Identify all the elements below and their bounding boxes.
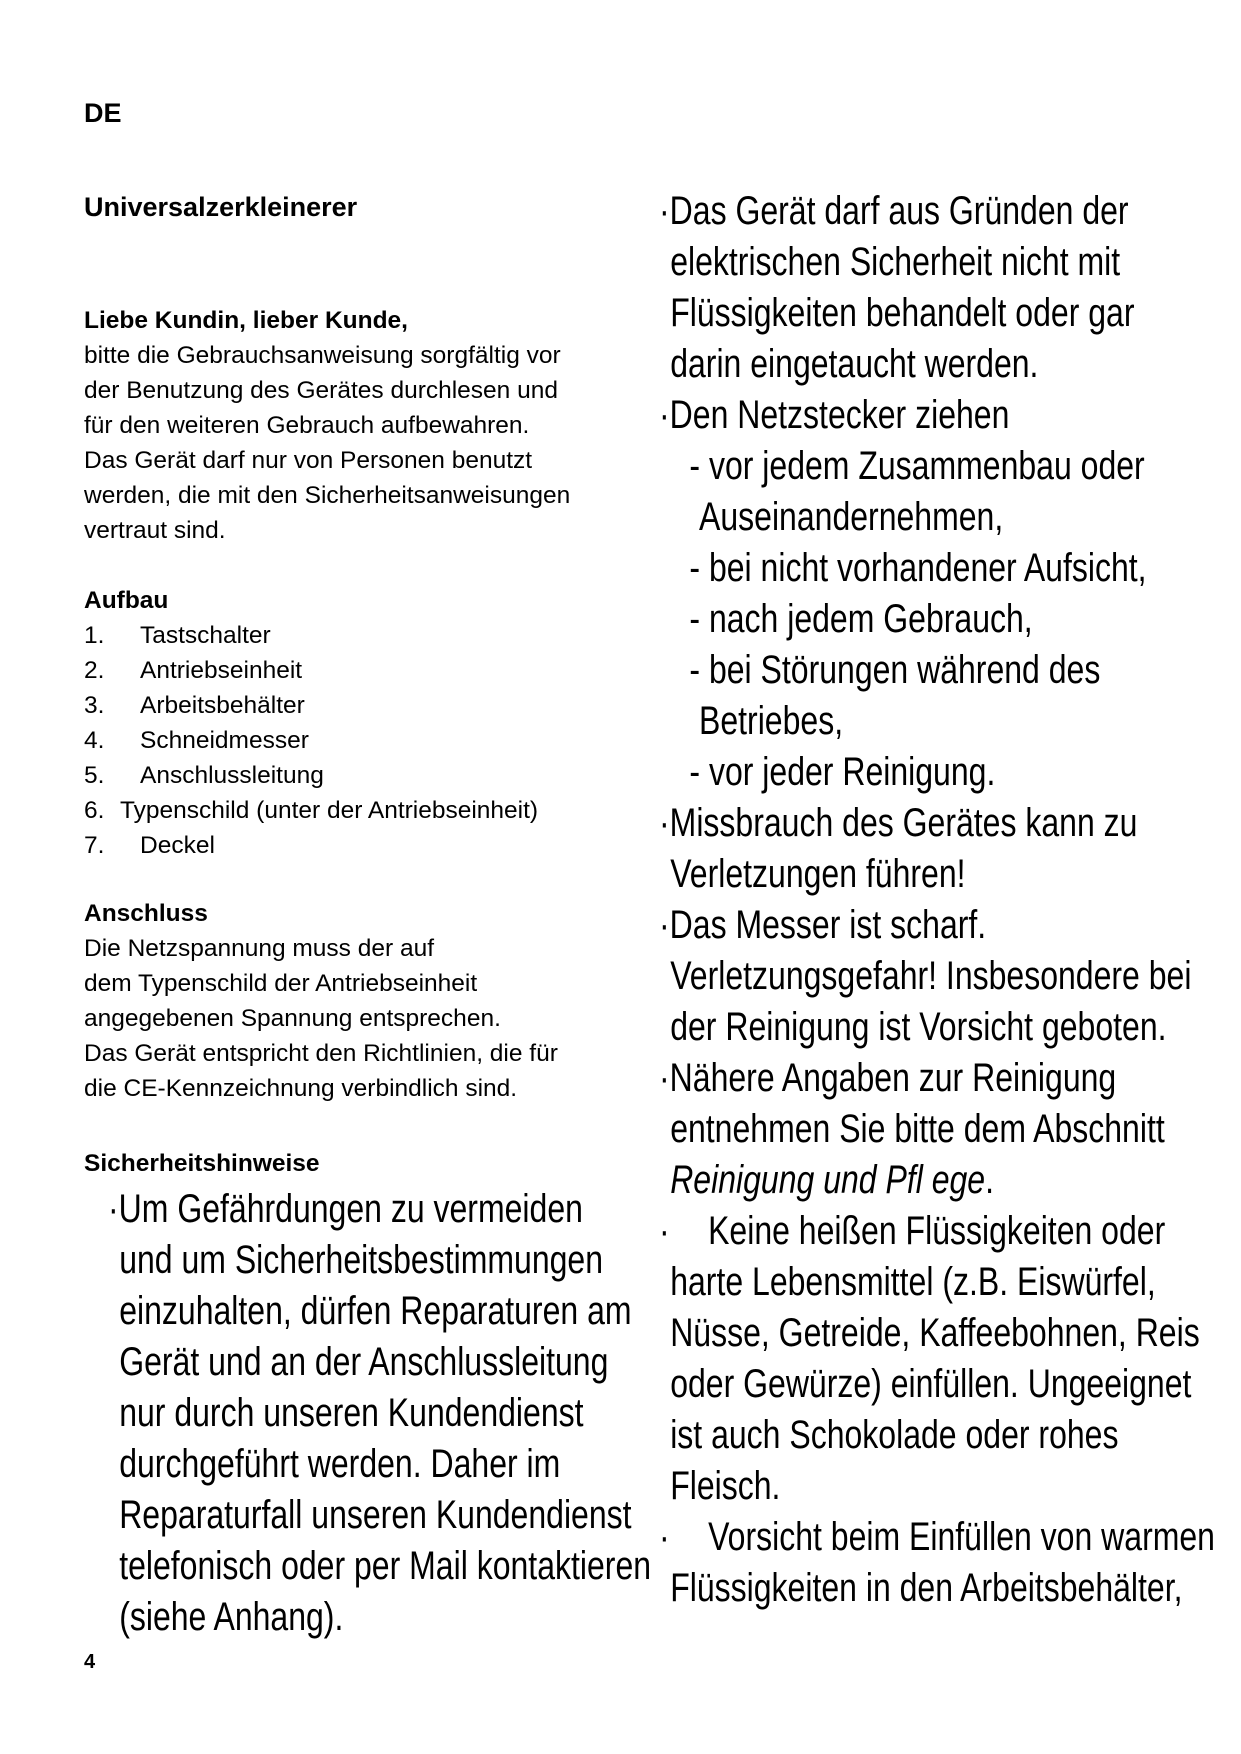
language-label: DE xyxy=(84,98,122,128)
safety-line: Verletzungen führen! xyxy=(670,852,966,896)
bullet-icon: · xyxy=(659,1209,670,1253)
intro-section xyxy=(84,303,644,548)
safety-line: durchgeführt werden. Daher im xyxy=(119,1442,561,1486)
list-number: 2. xyxy=(84,657,105,684)
safety-line: - bei nicht vorhandener Aufsicht, xyxy=(689,546,1147,590)
safety-line: Gerät und an der Anschlussleitung xyxy=(119,1340,609,1384)
list-label: Tastschalter xyxy=(140,622,271,649)
safety-text: Vorsicht beim Einfüllen von warmen xyxy=(708,1515,1215,1559)
list-number: 3. xyxy=(84,692,105,719)
safety-line: Verletzungsgefahr! Insbesondere bei xyxy=(670,954,1192,998)
list-item xyxy=(84,618,684,653)
list-label: Arbeitsbehälter xyxy=(140,692,305,719)
safety-left-column xyxy=(108,1184,651,1643)
anschluss-section xyxy=(84,896,684,1106)
parts-list xyxy=(84,618,684,863)
safety-line: entnehmen Sie bitte dem Abschnitt xyxy=(670,1107,1165,1151)
safety-line: Fleisch. xyxy=(670,1464,781,1508)
intro-line: bitte die Gebrauchsanweisung sorgfältig vor xyxy=(84,342,561,369)
sicherheit-heading: Sicherheitshinweise xyxy=(84,1150,320,1177)
document-title: Universalzerkleinerer xyxy=(84,192,358,222)
safety-line: ·Missbrauch des Gerätes kann zu xyxy=(659,801,1138,845)
anschluss-line: dem Typenschild der Antriebseinheit xyxy=(84,970,478,997)
safety-line: - vor jeder Reinigung. xyxy=(689,750,996,794)
safety-line: ·Das Messer ist scharf. xyxy=(659,903,987,947)
safety-line xyxy=(659,1512,1215,1563)
safety-line: nur durch unseren Kundendienst xyxy=(119,1391,584,1435)
list-label: Deckel xyxy=(140,832,215,859)
safety-line: ·Um Gefährdungen zu vermeiden xyxy=(108,1187,583,1231)
intro-line: vertraut sind. xyxy=(84,517,226,544)
period: . xyxy=(985,1158,995,1202)
list-item xyxy=(84,793,684,828)
italic-section-ref: Reinigung und Pfl ege xyxy=(670,1158,986,1202)
list-item xyxy=(84,828,684,863)
safety-line xyxy=(659,1155,1215,1206)
safety-line: - nach jedem Gebrauch, xyxy=(689,597,1033,641)
list-number: 7. xyxy=(84,832,105,859)
safety-line: - bei Störungen während des xyxy=(689,648,1101,692)
list-item xyxy=(84,653,684,688)
intro-line: der Benutzung des Gerätes durchlesen und xyxy=(84,377,558,404)
list-number: 1. xyxy=(84,622,105,649)
list-label: Anschlussleitung xyxy=(140,762,324,789)
safety-line: elektrischen Sicherheit nicht mit xyxy=(670,240,1121,284)
page-number: 4 xyxy=(84,1651,96,1673)
anschluss-line: Das Gerät entspricht den Richtlinien, die für xyxy=(84,1040,558,1067)
safety-right-column xyxy=(659,186,1215,1614)
intro-line: werden, die mit den Sicherheitsanweisungen xyxy=(84,482,571,509)
safety-line: und um Sicherheitsbestimmungen xyxy=(119,1238,604,1282)
safety-line: ist auch Schokolade oder rohes xyxy=(670,1413,1119,1457)
safety-line: Reparaturfall unseren Kundendienst xyxy=(119,1493,632,1537)
anschluss-heading: Anschluss xyxy=(84,900,208,927)
list-number: 5. xyxy=(84,762,105,789)
safety-line: Nüsse, Getreide, Kaffeebohnen, Reis xyxy=(670,1311,1200,1355)
safety-line: ·Nähere Angaben zur Reinigung xyxy=(659,1056,1117,1100)
safety-line: Flüssigkeiten in den Arbeitsbehälter, xyxy=(670,1566,1183,1610)
safety-line: oder Gewürze) einfüllen. Ungeeignet xyxy=(670,1362,1192,1406)
list-label: Schneidmesser xyxy=(140,727,309,754)
anschluss-line: angegebenen Spannung entsprechen. xyxy=(84,1005,501,1032)
intro-line: für den weiteren Gebrauch aufbewahren. xyxy=(84,412,530,439)
safety-line: der Reinigung ist Vorsicht geboten. xyxy=(670,1005,1167,1049)
safety-line: - vor jedem Zusammenbau oder xyxy=(689,444,1145,488)
safety-line: (siehe Anhang). xyxy=(119,1595,344,1639)
anschluss-line: Die Netzspannung muss der auf xyxy=(84,935,434,962)
safety-line: darin eingetaucht werden. xyxy=(670,342,1039,386)
safety-line: einzuhalten, dürfen Reparaturen am xyxy=(119,1289,632,1333)
aufbau-section xyxy=(84,583,684,863)
list-label: Typenschild (unter der Antriebseinheit) xyxy=(120,797,539,824)
safety-line: ·Das Gerät darf aus Gründen der xyxy=(659,189,1129,233)
safety-line: Betriebes, xyxy=(699,699,844,743)
list-label: Antriebseinheit xyxy=(140,657,303,684)
safety-line: telefonisch oder per Mail kontaktieren xyxy=(119,1544,652,1588)
intro-line: Das Gerät darf nur von Personen benutzt xyxy=(84,447,533,474)
safety-line: Auseinandernehmen, xyxy=(699,495,1004,539)
list-item xyxy=(84,723,684,758)
list-item xyxy=(84,758,684,793)
list-number: 6. xyxy=(84,797,105,824)
safety-text: Keine heißen Flüssigkeiten oder xyxy=(708,1209,1166,1253)
list-item xyxy=(84,688,684,723)
anschluss-line: die CE-Kennzeichnung verbindlich sind. xyxy=(84,1075,518,1102)
bullet-icon: · xyxy=(659,1515,670,1559)
safety-line xyxy=(659,1206,1215,1257)
intro-heading: Liebe Kundin, lieber Kunde, xyxy=(84,307,408,334)
safety-line: ·Den Netzstecker ziehen xyxy=(659,393,1010,437)
aufbau-heading: Aufbau xyxy=(84,587,169,614)
list-number: 4. xyxy=(84,727,105,754)
safety-line: Flüssigkeiten behandelt oder gar xyxy=(670,291,1135,335)
safety-line: harte Lebensmittel (z.B. Eiswürfel, xyxy=(670,1260,1156,1304)
